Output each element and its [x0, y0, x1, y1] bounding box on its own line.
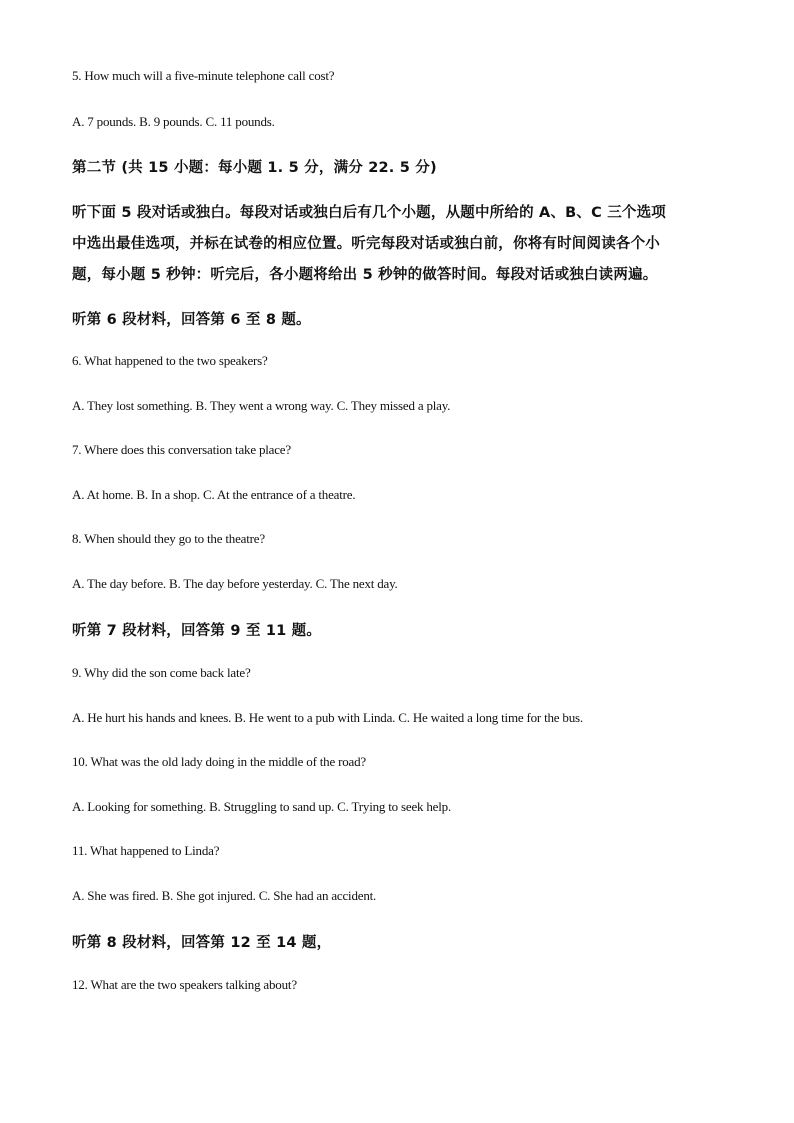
option-c: C. He waited a long time for the bus.	[398, 710, 583, 725]
option-b: B. 9 pounds.	[139, 114, 203, 129]
instructions-line-2: 中选出最佳选项，并标在试卷的相应位置。听完每段对话或独白前，你将有时间阅读各个小	[72, 236, 660, 252]
option-b: B. She got injured.	[161, 888, 256, 903]
option-b: B. They went a wrong way.	[195, 398, 334, 413]
option-c: C. 11 pounds.	[205, 114, 275, 129]
question-5-options	[72, 114, 275, 130]
question-11: 11. What happened to Linda?	[72, 843, 220, 858]
question-9: 9. Why did the son come back late?	[72, 665, 251, 680]
option-c: C. Trying to seek help.	[337, 799, 452, 814]
option-b: B. Struggling to sand up.	[209, 799, 335, 814]
option-b: B. The day before yesterday.	[169, 576, 313, 591]
option-b: B. He went to a pub with Linda.	[234, 710, 396, 725]
option-a: A. She was fired.	[72, 888, 159, 903]
option-c: C. At the entrance of a theatre.	[202, 487, 356, 502]
question-9-options	[72, 710, 583, 726]
option-c: C. They missed a play.	[336, 398, 451, 413]
question-12: 12. What are the two speakers talking about?	[72, 977, 297, 992]
option-a: A. At home.	[72, 487, 134, 502]
question-8-options	[72, 576, 398, 592]
option-c: C. She had an accident.	[258, 888, 377, 903]
option-b: B. In a shop.	[136, 487, 200, 502]
option-a: A. They lost something.	[72, 398, 193, 413]
section-2-header: 第二节 (共 15 小题：每小题 1. 5 分，满分 22. 5 分)	[72, 160, 437, 176]
passage-7-heading: 听第 7 段材料，回答第 9 至 11 题。	[72, 623, 322, 639]
question-5: 5. How much will a five-minute telephone call cost?	[72, 68, 335, 83]
passage-6-heading: 听第 6 段材料，回答第 6 至 8 题。	[72, 312, 311, 328]
question-6: 6. What happened to the two speakers?	[72, 353, 268, 368]
question-11-options	[72, 888, 376, 904]
question-10-options	[72, 799, 451, 815]
instructions-line-1: 听下面 5 段对话或独白。每段对话或独白后有几个小题，从题中所给的 A、B、C 三个选项	[72, 205, 666, 221]
option-a: A. He hurt his hands and knees.	[72, 710, 232, 725]
option-a: A. Looking for something.	[72, 799, 207, 814]
question-7: 7. Where does this conversation take place?	[72, 442, 291, 457]
question-7-options	[72, 487, 355, 503]
option-a: A. 7 pounds.	[72, 114, 137, 129]
option-a: A. The day before.	[72, 576, 166, 591]
instructions-line-3: 题，每小题 5 秒钟：听完后，各小题将给出 5 秒钟的做答时间。每段对话或独白读两遍。	[72, 267, 658, 283]
question-8: 8. When should they go to the theatre?	[72, 531, 265, 546]
option-c: C. The next day.	[315, 576, 398, 591]
passage-8-heading: 听第 8 段材料，回答第 12 至 14 题，	[72, 935, 332, 951]
question-10: 10. What was the old lady doing in the middle of the road?	[72, 754, 366, 769]
question-6-options	[72, 398, 450, 414]
